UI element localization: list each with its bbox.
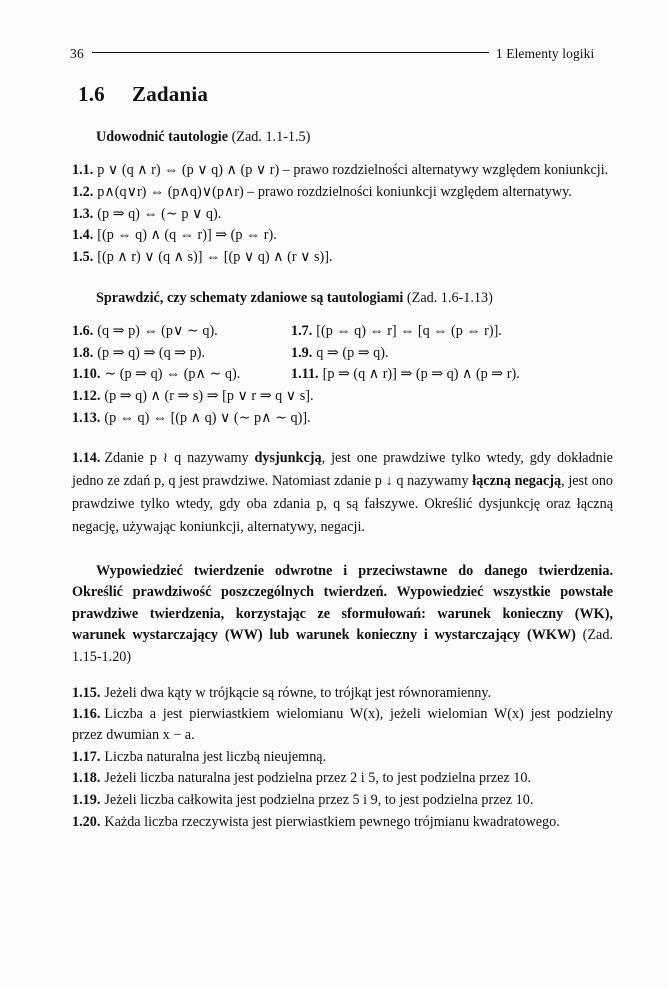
exercise-item: [72, 343, 291, 364]
exercise-label: 1.7.: [291, 322, 313, 339]
instruction-1-range: (Zad. 1.1-1.5): [231, 129, 311, 145]
exercise-text: q ⇒ (p ⇒ q).: [316, 344, 389, 361]
instruction-wypowiedziec: [72, 561, 613, 669]
exercise-label: 1.1.: [72, 162, 94, 179]
exercise-text: Liczba naturalna jest liczbą nieujemną.: [104, 748, 327, 765]
exercise-label: 1.13.: [72, 409, 101, 426]
exercise-label: 1.5.: [72, 249, 94, 266]
exercise-text: Każda liczba rzeczywista jest pierwiastkiem pewnego trójmianu kwadratowego.: [104, 813, 560, 830]
exercise-label: 1.17.: [72, 748, 101, 765]
exercise-label: 1.16.: [72, 706, 101, 723]
exercise-item: [72, 386, 613, 407]
exercise-label: 1.15.: [72, 684, 101, 701]
exercise-item: [291, 321, 613, 342]
header-rule: [92, 52, 489, 53]
exercise-text: (p ⇒ q) ⇒ (q ⇒ p).: [97, 344, 206, 361]
exercise-label: 1.11.: [291, 366, 319, 383]
instruction-sprawdzic: [72, 288, 613, 308]
exercise-text: p ∨ (q ∧ r) ⇔ (p ∨ q) ∧ (p ∨ r) – prawo rozdzielności alternatywy względem koniunkcji.: [97, 162, 609, 179]
exercise-item: [72, 683, 613, 704]
exercise-text: [(p ∧ r) ∨ (q ∧ s)] ⇔ [(p ∨ q) ∧ (r ∨ s)].: [97, 249, 333, 266]
exercise-label: 1.20.: [72, 813, 101, 830]
exercise-14-part1: Zdanie p ≀ q nazywamy: [104, 449, 255, 466]
exercise-item: [72, 225, 613, 246]
section-heading: [78, 82, 613, 107]
exercise-label: 1.12.: [72, 388, 101, 405]
exercise-label: 1.10.: [72, 366, 101, 383]
exercise-group-1: [72, 160, 613, 268]
section-title: Zadania: [132, 82, 209, 106]
exercise-text: [p ⇒ (q ∧ r)] ⇒ (p ⇒ q) ∧ (p ⇒ r).: [322, 366, 520, 383]
exercise-label: 1.4.: [72, 227, 94, 244]
exercise-item: [72, 768, 613, 789]
exercise-14-term-laczna-negacja: łączną negacją: [472, 472, 562, 489]
exercise-item: [72, 704, 613, 745]
exercise-item-1-14: [72, 447, 613, 539]
chapter-title: 1 Elementy logiki: [495, 46, 595, 61]
exercise-text: ∼ (p ⇒ q) ⇔ (p∧ ∼ q).: [104, 366, 241, 383]
exercise-label: 1.14.: [72, 449, 101, 466]
instruction-3-range: (Zad. 1.15-1.20): [72, 627, 613, 665]
exercise-text: (q ⇒ p) ⇔ (p∨ ∼ q).: [97, 322, 218, 339]
exercise-label: 1.2.: [72, 183, 94, 200]
exercise-row: [72, 343, 613, 364]
instruction-3-bold: Wypowiedzieć twierdzenie odwrotne i przeciwstawne do danego twierdzenia. Określić prawdziwość poszczególnych twierdzeń. Wypowiedzieć wszystkie powstałe prawdziwe twierdzenia, korzystając ze sformułowań: warunek konieczny (WK), warunek wystarczający (WW) lub warunek konieczny i wystarczający (WKW): [72, 562, 613, 644]
instruction-2-bold: Sprawdzić, czy schematy zdaniowe są tautologiami: [96, 289, 404, 306]
exercise-item: [72, 182, 613, 203]
exercise-label: 1.3.: [72, 205, 94, 222]
exercise-item: [72, 408, 613, 429]
exercise-item: [72, 160, 613, 181]
exercise-text: [(p ⇔ q) ∧ (q ⇔ r)] ⇒ (p ⇔ r).: [97, 227, 277, 244]
exercise-text: Liczba a jest pierwiastkiem wielomianu W(x), jeżeli wielomian W(x) jest podzielny przez dwumian x − a.: [72, 706, 613, 744]
exercise-row: [72, 321, 613, 342]
exercise-item: [72, 321, 291, 342]
instruction-2-range: (Zad. 1.6-1.13): [406, 289, 493, 306]
instruction-1-bold: Udowodnić tautologie: [96, 129, 229, 145]
exercise-label: 1.18.: [72, 770, 101, 787]
exercise-label: 1.8.: [72, 344, 94, 361]
page-number: 36: [70, 46, 84, 61]
exercise-item: [72, 247, 613, 268]
instruction-udowodnic: [72, 127, 613, 147]
exercise-item: [291, 343, 613, 364]
exercise-14-part2: , jest one prawdziwe tylko wtedy, gdy dokładnie jedno ze zdań p, q jest prawdziwe. Natomiast zdanie p ↓ q nazywamy: [72, 449, 613, 489]
running-header: [70, 44, 613, 64]
section-number: 1.6: [78, 82, 105, 106]
exercise-14-term-dysjunkcja: dysjunkcją: [254, 449, 322, 466]
exercise-item: [72, 204, 613, 225]
exercise-text: Jeżeli liczba całkowita jest podzielna przez 5 i 9, to jest podzielna przez 10.: [104, 792, 534, 809]
exercise-text: p∧(q∨r) ⇔ (p∧q)∨(p∧r) – prawo rozdzielności koniunkcji względem alternatywy.: [97, 183, 572, 200]
exercise-text: [(p ⇔ q) ⇔ r] ⇔ [q ⇔ (p ⇔ r)].: [316, 322, 502, 339]
exercise-text: Jeżeli dwa kąty w trójkącie są równe, to trójkąt jest równoramienny.: [104, 684, 492, 701]
exercise-row: [72, 364, 613, 385]
exercise-item: [72, 790, 613, 811]
exercise-group-2: [72, 321, 613, 429]
exercise-text: (p ⇒ q) ⇔ (∼ p ∨ q).: [97, 205, 222, 222]
exercise-group-3: [72, 683, 613, 833]
exercise-label: 1.19.: [72, 792, 101, 809]
exercise-label: 1.9.: [291, 344, 313, 361]
exercise-item: [72, 364, 291, 385]
exercise-label: 1.6.: [72, 322, 94, 339]
exercise-text: (p ⇒ q) ∧ (r ⇒ s) ⇒ [p ∨ r ⇒ q ∨ s].: [104, 388, 314, 405]
exercise-text: (p ⇔ q) ⇔ [(p ∧ q) ∨ (∼ p∧ ∼ q)].: [104, 409, 311, 426]
exercise-14-part3: , jest ono prawdziwe tylko wtedy, gdy oba zdania p, q są fałszywe. Określić dysjunkcję oraz łączną negację, używając koniunkcji, alternatywy, negacji.: [72, 472, 614, 535]
exercise-text: Jeżeli liczba naturalna jest podzielna przez 2 i 5, to jest podzielna przez 10.: [104, 770, 531, 787]
exercise-item: [72, 812, 613, 833]
exercise-item: [72, 747, 613, 768]
exercise-item: [291, 364, 613, 385]
